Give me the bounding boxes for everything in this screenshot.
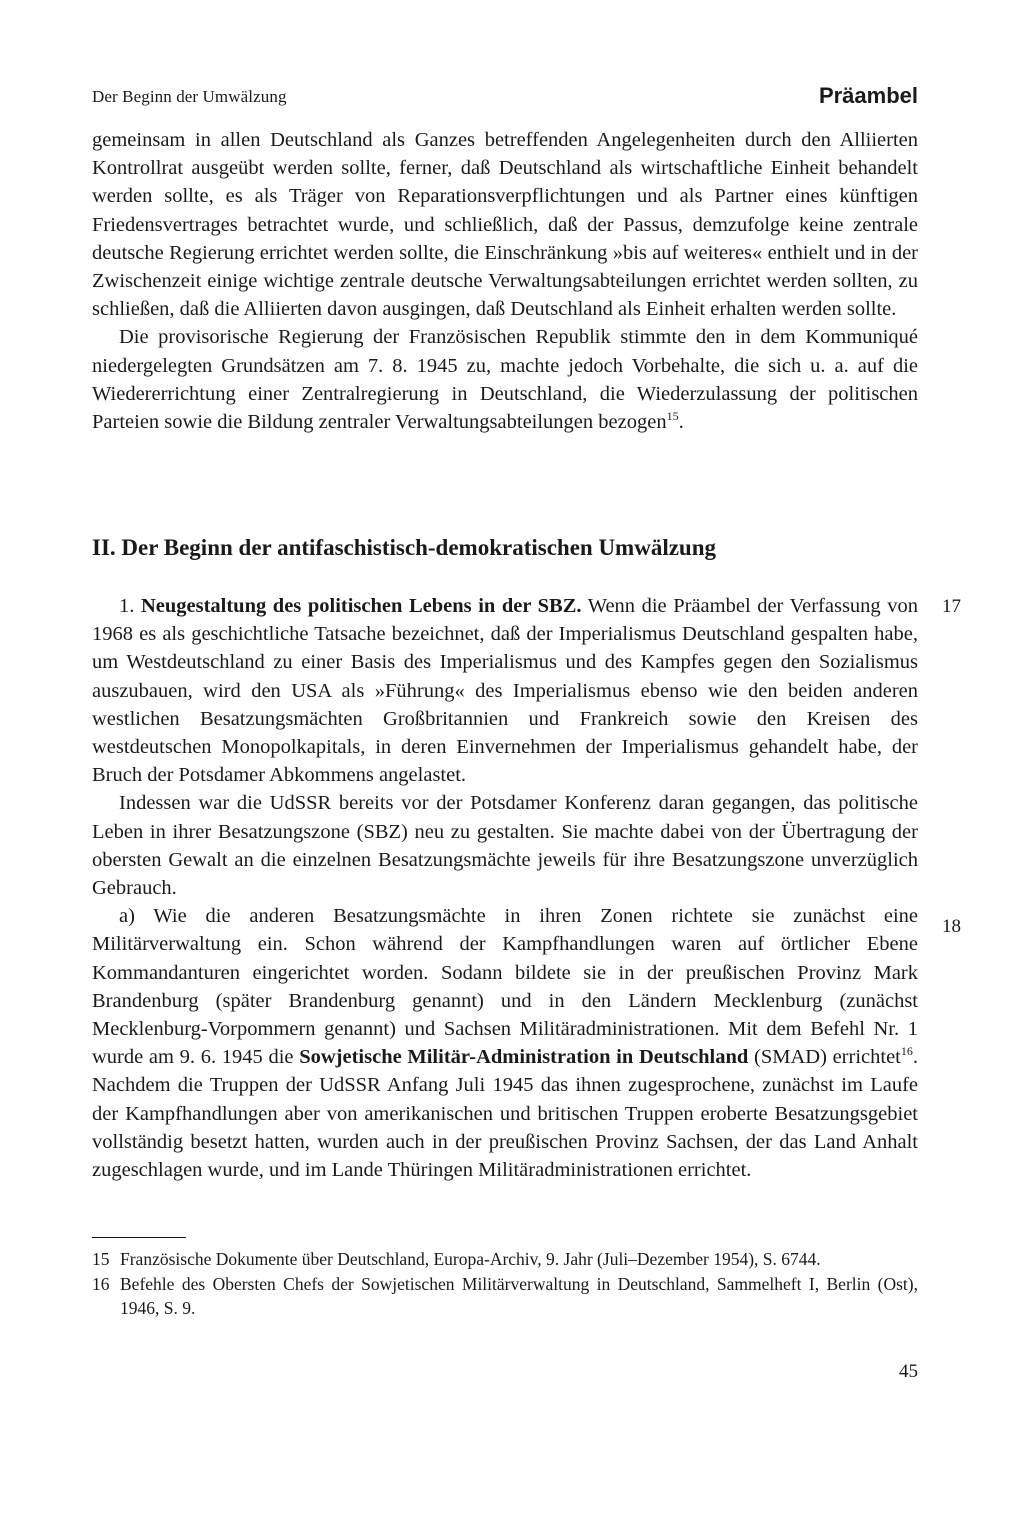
section-paragraph-1-text: Wenn die Präambel der Verfassung von 1968 es als geschichtliche Tatsache bezeichnet, daß der Imperialismus Deutschland gespalten habe, um Westdeutschland zu einer Basis des Imperialismus und des Kampfes gegen den Sozialismus auszubauen, wird den USA als »Führung« des Imperialismus ebenso wie den beiden anderen westlichen Besatzungsmächten Großbritannien und Frankreich sowie den Kreisen des westdeutschen Monopolkapitals, in deren Einvernehmen der Imperialismus gehandelt habe, der Bruch der Potsdamer Abkommens angelastet.	[92, 595, 918, 787]
footnote-number: 16	[92, 1274, 110, 1294]
section-paragraph-3	[92, 902, 918, 1184]
section-paragraph-2: Indessen war die UdSSR bereits vor der Potsdamer Konferenz daran gegangen, das politische Leben in ihrer Besatzungszone (SBZ) neu zu gestalten. Sie machte dabei von der Übertragung der obersten Gewalt an die einzelnen Besatzungsmächte jeweils für ihre Besatzungszone unverzüglich Gebrauch.	[92, 792, 918, 900]
page-number: 45	[899, 1361, 918, 1382]
subsection-title: Neugestaltung des politischen Lebens in der SBZ.	[140, 595, 582, 617]
footnote-rule	[92, 1237, 186, 1238]
section-heading: II. Der Beginn der antifaschistisch-demokratischen Umwälzung	[92, 535, 716, 560]
smad-name: Sowjetische Militär-Administration in Deutschland	[299, 1046, 749, 1069]
footnote-15	[92, 1247, 918, 1271]
intro-paragraph-2	[92, 323, 918, 436]
intro-paragraph-2-end: .	[678, 411, 684, 434]
intro-text	[92, 126, 918, 436]
section-paragraph-3-part-2: (SMAD) errichtet	[748, 1046, 901, 1069]
section-paragraph-3-part-1: a) Wie die anderen Besatzungsmächte in ihren Zonen richtete sie zunächst eine Militärverwaltung ein. Schon während der Kampfhandlungen waren auf örtlicher Ebene Kommandanturen eingerichtet worden. Sodann bildete sie in der preußischen Provinz Mark Brandenburg (später Brandenburg genannt) und in den Ländern Mecklenburg (zunächst Mecklenburg-Vorpommern genannt) und Sachsen Militäradministrationen. Mit dem Befehl Nr. 1 wurde am 9. 6. 1945 die	[92, 905, 918, 1069]
section-body	[92, 592, 918, 1184]
intro-paragraph-1: gemeinsam in allen Deutschland als Ganzes betreffenden Angelegenheiten durch den Alliierten Kontrollrat ausgeübt werden sollte, ferner, daß Deutschland als wirtschaftliche Einheit behandelt werden sollte, es als Träger von Reparationsverpflichtungen und als Partner eines künftigen Friedensvertrages betrachtet wurde, und schließlich, daß der Passus, demzufolge keine zentrale deutsche Regierung errichtet werden sollte, die Einschränkung »bis auf weiteres« enthielt und in der Zwischenzeit einige wichtige zentrale deutsche Verwaltungsabteilungen errichtet werden sollten, zu schließen, daß die Alliierten davon ausgingen, daß Deutschland als Einheit erhalten werden sollte.	[92, 129, 918, 321]
footnote-16	[92, 1272, 918, 1320]
running-head-chapter: Der Beginn der Umwälzung	[92, 87, 287, 106]
footnote-number: 15	[92, 1249, 110, 1269]
footnote-text: Befehle des Obersten Chefs der Sowjetischen Militärverwaltung in Deutschland, Sammelheft I, Berlin (Ost), 1946, S. 9.	[120, 1274, 918, 1318]
book-page	[92, 0, 961, 1524]
paragraph-number: 1.	[119, 595, 141, 617]
margin-number-17: 17	[942, 596, 961, 617]
footnotes	[92, 1247, 918, 1321]
footnote-ref-16: 16	[900, 1044, 913, 1059]
running-head	[92, 83, 918, 113]
section-paragraph-3-part-3: . Nachdem die Truppen der UdSSR Anfang Juli 1945 das ihnen zugesprochene, zunächst im Laufe der Kampfhandlungen aber von amerikanischen und britischen Truppen eroberte Besatzungsgebiet vollständig besetzt hatten, wurden auch in der preußischen Provinz Sachsen, der das Land Anhalt zugeschlagen wurde, und im Lande Thüringen Militäradministrationen errichtet.	[92, 1046, 918, 1182]
footnote-ref-15: 15	[666, 409, 679, 424]
section-paragraph-1	[92, 592, 918, 789]
running-head-section: Präambel	[818, 83, 918, 108]
intro-paragraph-2-text: Die provisorische Regierung der Französischen Republik stimmte den in dem Kommuniqué niedergelegten Grundsätzen am 7. 8. 1945 zu, machte jedoch Vorbehalte, die sich u. a. auf die Wiedererrichtung einer Zentralregierung in Deutschland, die Wiederzulassung der politischen Parteien sowie die Bildung zentraler Verwaltungsabteilungen bezogen	[92, 326, 918, 434]
footnote-text: Französische Dokumente über Deutschland, Europa-Archiv, 9. Jahr (Juli–Dezember 1954), S. 6744.	[120, 1249, 821, 1269]
margin-number-18: 18	[942, 916, 961, 937]
